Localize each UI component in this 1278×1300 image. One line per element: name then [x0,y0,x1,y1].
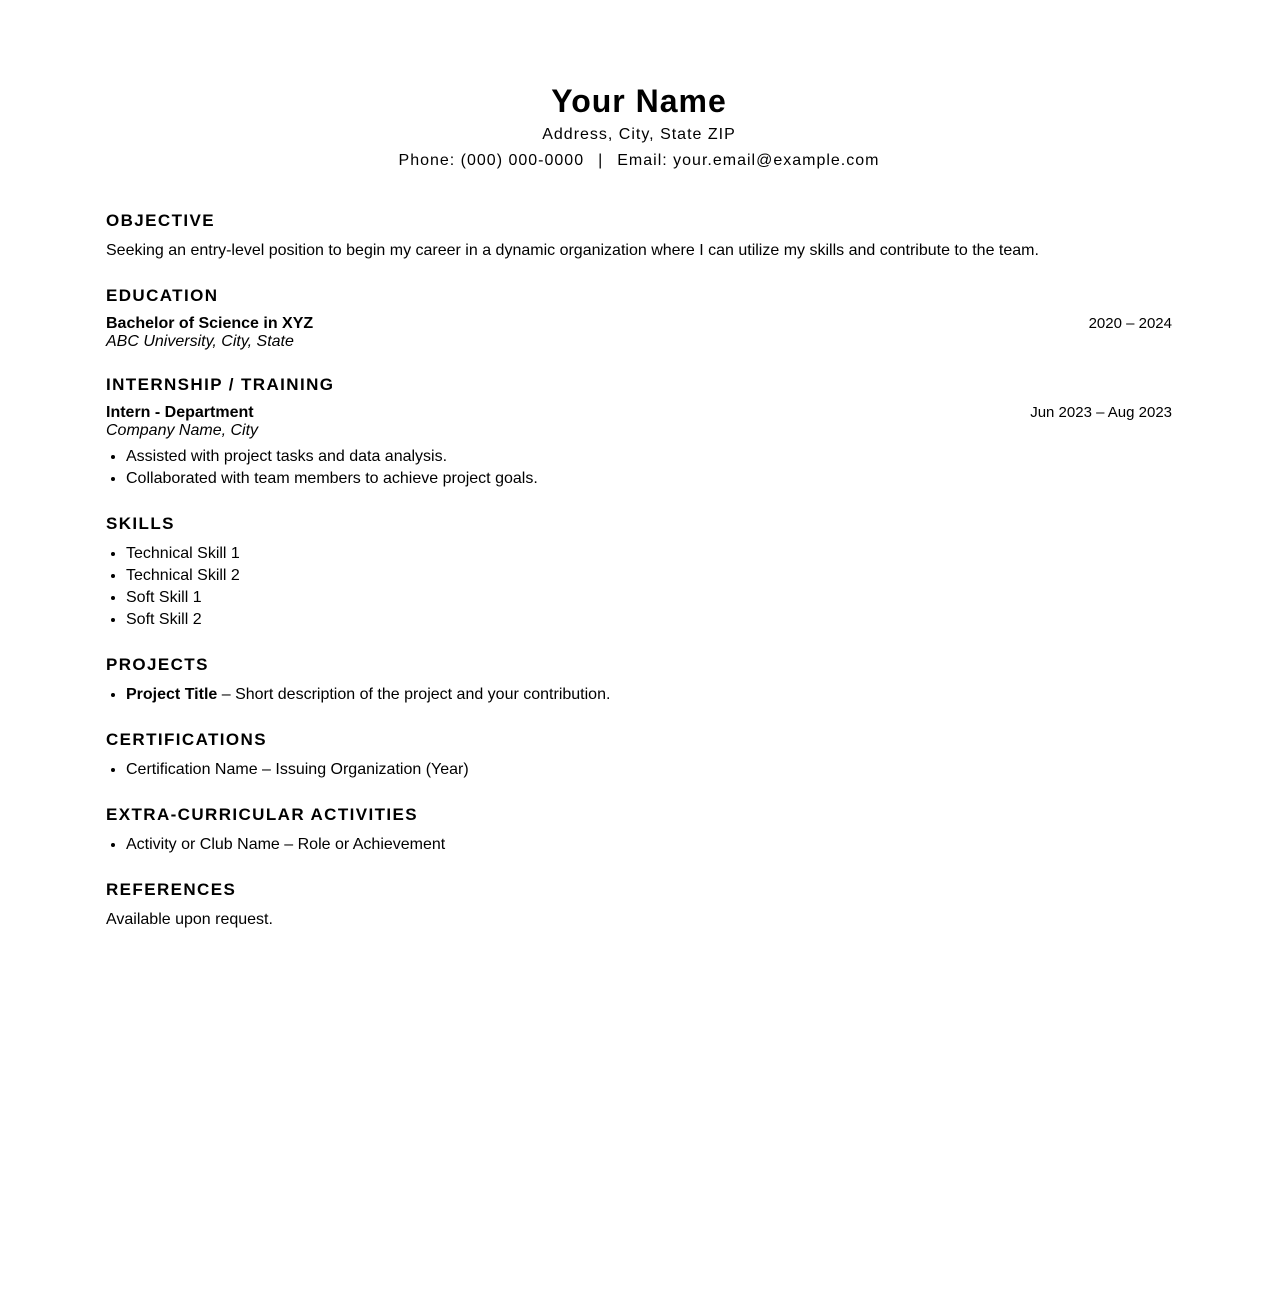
skills-body [106,543,1172,631]
list-item: • Soft Skill 1 [126,587,1172,609]
address-line: Address, City, State ZIP [542,126,736,143]
resume-content [106,208,1172,952]
degree-title: Bachelor of Science in XYZ [106,315,314,332]
section-title-certifications: CERTIFICATIONS [106,730,267,749]
activities-section [106,802,1172,856]
list-item: • Technical Skill 2 [126,565,1172,587]
school-name: ABC University, City, State [106,333,294,350]
section-title-internship: INTERNSHIP / TRAINING [106,375,335,394]
phone-text: Phone: (000) 000-0000 [398,152,585,169]
projects-section [106,652,1172,706]
section-title-activities: EXTRA-CURRICULAR ACTIVITIES [106,805,418,824]
activities-body [106,834,1172,856]
resume-header [0,0,1278,174]
list-item: • Certification Name – Issuing Organization (Year) [126,759,1172,781]
list-item: • Collaborated with team members to achieve project goals. [126,468,1172,490]
education-entry [106,315,1172,351]
objective-section [106,208,1172,262]
email-text: Email: your.email@example.com [617,152,880,169]
certifications-list [106,759,1172,781]
project-description: – Short description of the project and your contribution. [217,686,611,703]
internship-dates: Jun 2023 – Aug 2023 [1030,404,1172,421]
internship-entry [106,404,1172,490]
contact-line [0,148,1278,174]
objective-text: Seeking an entry-level position to begin my career in a dynamic organization where I can utilize my skills and contribute to the team. [106,242,1039,259]
internship-bullets [106,446,1172,490]
skills-section [106,511,1172,631]
list-item: • Soft Skill 2 [126,609,1172,631]
section-title-skills: SKILLS [106,514,175,533]
list-item: • Activity or Club Name – Role or Achievement [126,834,1172,856]
section-title-references: REFERENCES [106,880,237,899]
internship-role: Intern - Department [106,404,254,421]
certifications-body [106,759,1172,781]
education-section [106,283,1172,351]
references-section [106,877,1172,931]
section-title-education: EDUCATION [106,286,219,305]
internship-entry-head [106,404,1172,422]
activities-list [106,834,1172,856]
internship-section [106,372,1172,490]
section-title-projects: PROJECTS [106,655,209,674]
list-item [126,684,1172,706]
project-title: Project Title [126,686,218,703]
certifications-section [106,727,1172,781]
candidate-name: Your Name [551,83,727,119]
education-dates: 2020 – 2024 [1088,315,1172,332]
projects-list [106,684,1172,706]
contact-separator: | [598,152,604,169]
list-item: • Technical Skill 1 [126,543,1172,565]
projects-body [106,684,1172,706]
section-title-objective: OBJECTIVE [106,211,215,230]
internship-company: Company Name, City [106,422,259,439]
education-entry-head [106,315,1172,333]
skills-list [106,543,1172,631]
references-text: Available upon request. [106,911,273,928]
list-item: • Assisted with project tasks and data analysis. [126,446,1172,468]
